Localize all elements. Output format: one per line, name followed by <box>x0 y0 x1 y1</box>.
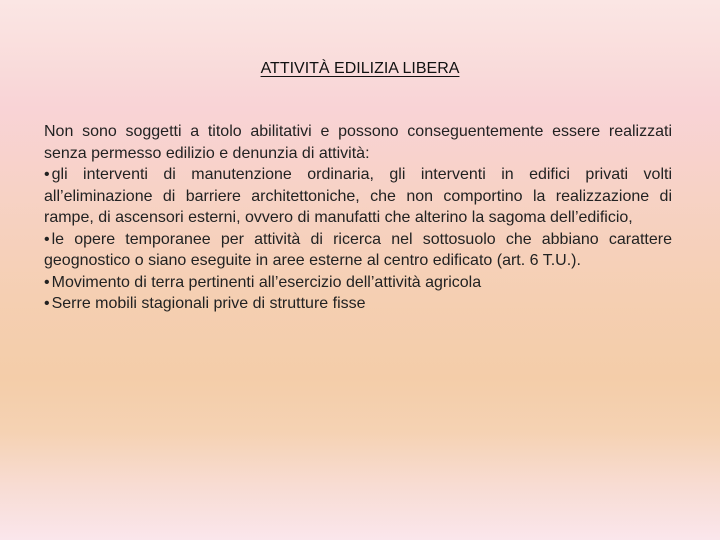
intro-paragraph: Non sono soggetti a titolo abilitativi e possono conseguentemente essere realizzati senza permesso edilizio e denunzia di attività: <box>44 123 672 162</box>
bullet-text: Serre mobili stagionali prive di strutture fisse <box>51 295 366 312</box>
bullet-marker: • <box>44 295 50 312</box>
bullet-item <box>44 229 672 272</box>
bullet-marker: • <box>44 273 50 291</box>
slide-body <box>44 121 672 315</box>
bullet-text: Movimento di terra pertinenti all’esercizio dell’attività agricola <box>51 273 482 291</box>
bullet-marker: • <box>44 230 50 248</box>
slide-title: ATTIVITÀ EDILIZIA LIBERA <box>260 60 460 77</box>
bullet-marker: • <box>44 166 50 183</box>
bullet-item <box>44 164 672 229</box>
bullet-text: le opere temporanee per attività di ricerca nel sottosuolo che abbiano carattere geognostico o siano eseguite in aree esterne al centro edificato (art. 6 T.U.). <box>44 230 672 269</box>
bullet-item <box>44 293 672 315</box>
bullet-text: gli interventi di manutenzione ordinaria, gli interventi in edifici privati volti all’eliminazione di barriere architettoniche, che non comportino la realizzazione di rampe, di ascensori esterni, ovvero di manufatti che alterino la sagoma dell’edificio, <box>44 166 672 226</box>
bullet-item <box>44 272 672 294</box>
